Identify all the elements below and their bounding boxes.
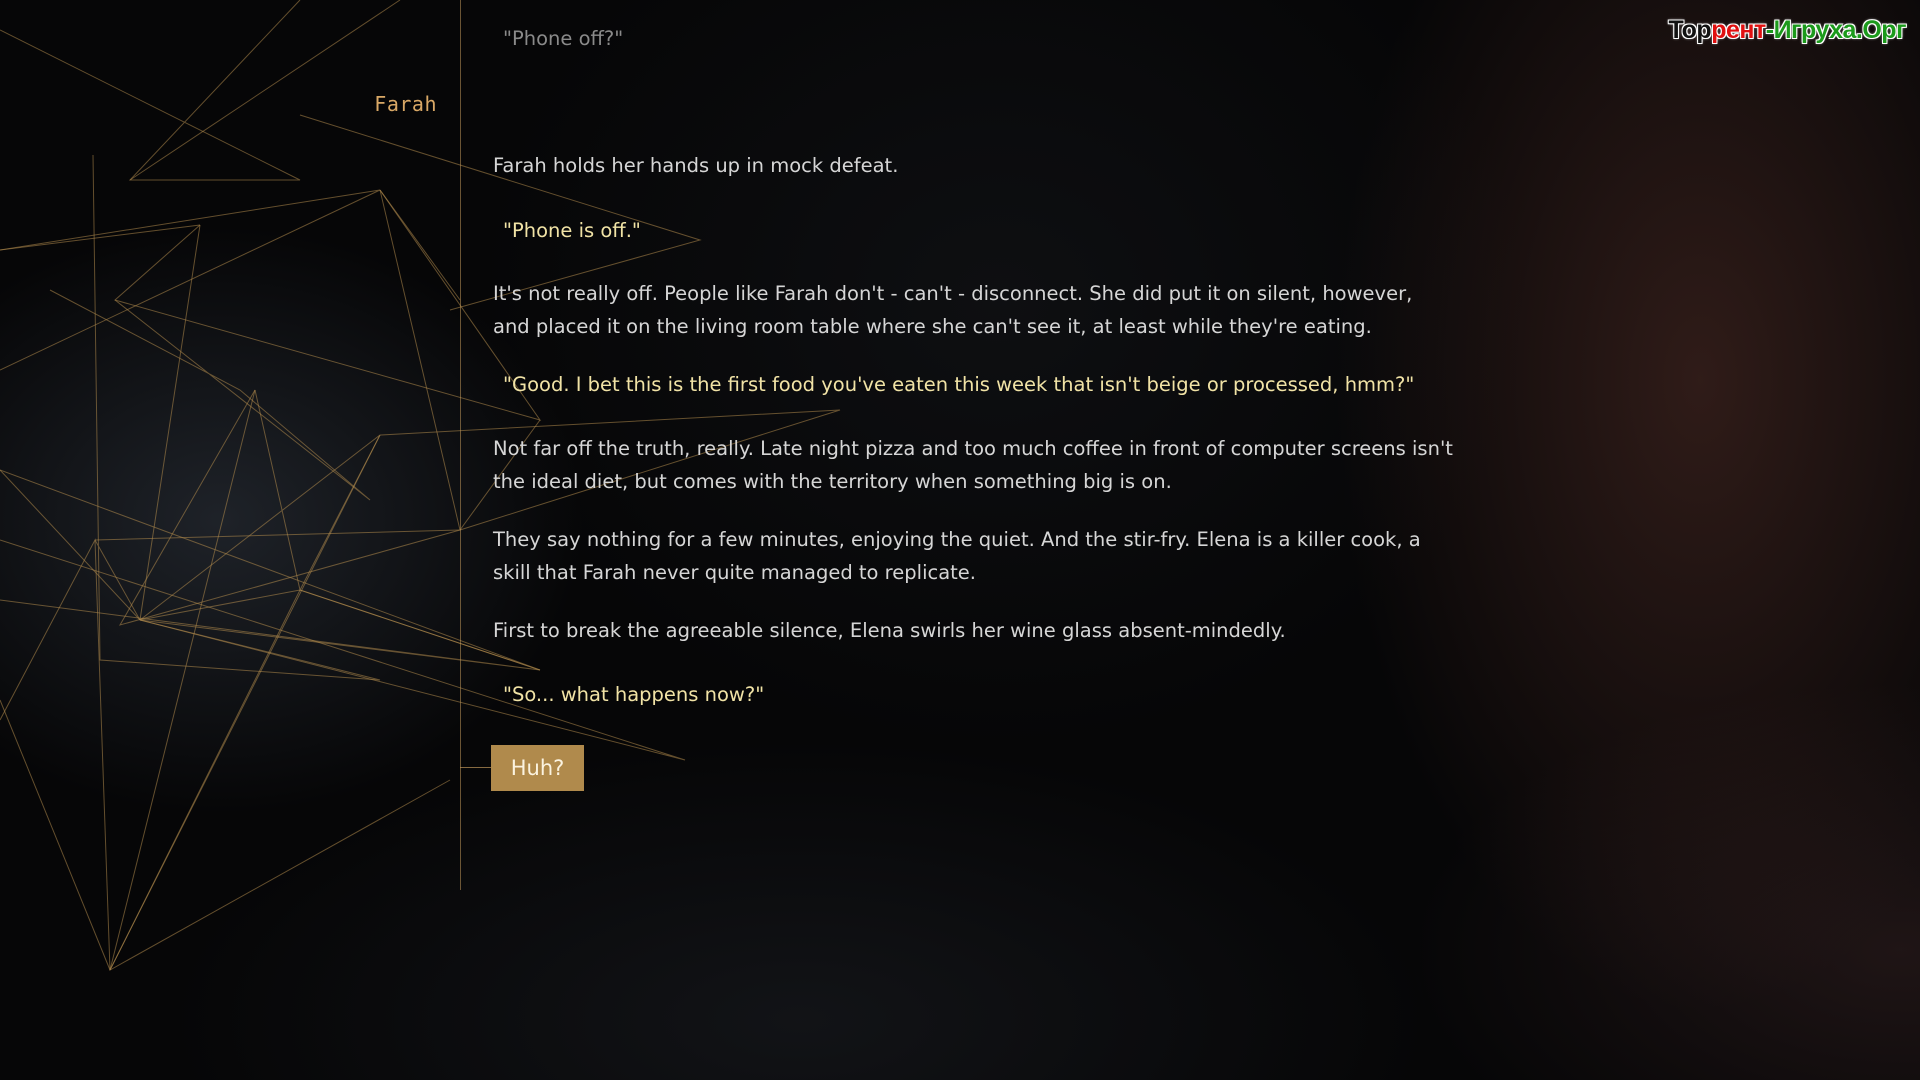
previous-quote: "Phone off?" [503,27,624,50]
dialogue-quote: "Phone is off." [503,219,641,242]
dialogue-timeline [460,0,461,890]
narration-line: Not far off the truth, really. Late night pizza and too much coffee in front of computer screens isn't the ideal diet, but comes with the territory when something big is on. [493,437,1453,493]
dialogue-quote: "So... what happens now?" [503,683,765,706]
narration-line: Farah holds her hands up in mock defeat. [493,154,899,177]
narration-line: First to break the agreeable silence, Elena swirls her wine glass absent-mindedly. [493,619,1286,642]
narration-line: They say nothing for a few minutes, enjoying the quiet. And the stir-fry. Elena is a killer cook, a skill that Farah never quite managed to replicate. [493,528,1421,584]
speaker-name: Farah [374,92,437,116]
site-watermark-logo: Торрент-Игруха.Орг [1668,16,1906,44]
dialogue-quote: "Good. I bet this is the first food you've eaten this week that isn't beige or processed, hmm?" [503,373,1415,396]
narration-line: It's not really off. People like Farah don't - can't - disconnect. She did put it on silent, however, and placed it on the living room table where she can't see it, at least while they're eating. [493,282,1413,338]
choice-connector-line [460,767,492,768]
choice-button-huh[interactable]: Huh? [491,745,584,791]
